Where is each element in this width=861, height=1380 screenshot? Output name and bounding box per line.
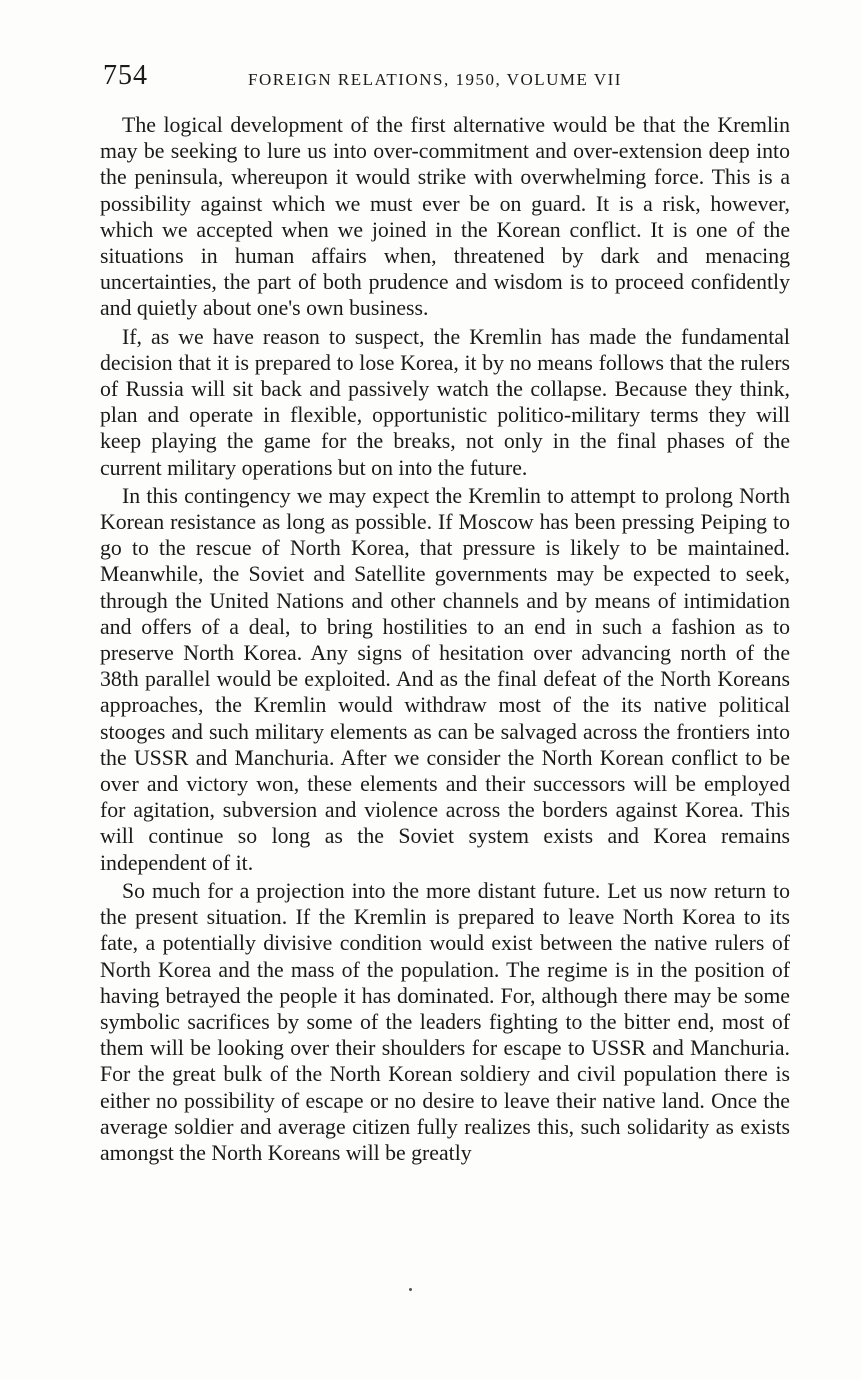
paragraph-2: If, as we have reason to suspect, the Kremlin has made the fundamental decision that it is prepared to lose Korea, it by no means follows that the rulers of Russia will sit back and passively watch the collapse. Because they think, plan and operate in flexible, opportunistic politico-military terms they will keep playing the game for the breaks, not only in the final phases of the current military operations but on into the future. — [100, 324, 790, 480]
body-text — [100, 112, 790, 1166]
paragraph-1: The logical development of the first alternative would be that the Kremlin may be seeking to lure us into over-commitment and over-extension deep into the peninsula, whereupon it would strike with overwhelming force. This is a possibility against which we must ever be on guard. It is a risk, however, which we accepted when we joined in the Korean conflict. It is one of the situations in human affairs when, threatened by dark and menacing uncertainties, the part of both prudence and wisdom is to proceed confidently and quietly about one's own business. — [100, 113, 790, 321]
paragraph-4: So much for a projection into the more distant future. Let us now return to the present situation. If the Kremlin is prepared to leave North Korea to its fate, a potentially divisive condition would exist between the native rulers of North Korea and the mass of the population. The regime is in the position of having betrayed the people it has dominated. For, although there may be some symbolic sacrifices by some of the leaders fighting to the bitter end, most of them will be looking over their shoulders for escape to USSR and Manchuria. For the great bulk of the North Korean soldiery and civil population there is either no possibility of escape or no desire to leave their native land. Once the average soldier and average citizen fully realizes this, such solidarity as exists amongst the North Koreans will be greatly — [100, 878, 790, 1165]
running-title: FOREIGN RELATIONS, 1950, VOLUME VII — [248, 70, 622, 89]
page-number: 754 — [103, 60, 148, 91]
paragraph-3: In this contingency we may expect the Kremlin to attempt to prolong North Korean resistance as long as possible. If Moscow has been pressing Peiping to go to the rescue of North Korea, that pressure is likely to be maintained. Meanwhile, the Soviet and Satellite governments may be expected to seek, through the United Nations and other channels and by means of intimidation and offers of a deal, to bring hostilities to an end in such a fashion as to preserve North Korea. Any signs of hesitation over advancing north of the 38th parallel would be exploited. And as the final defeat of the North Koreans approaches, the Kremlin would withdraw most of the its native political stooges and such military elements as can be salvaged across the frontiers into the USSR and Manchuria. After we consider the North Korean conflict to be over and victory won, these elements and their successors will be employed for agitation, subversion and violence across the borders against Korea. This will continue so long as the Soviet system exists and Korea remains independent of it. — [100, 483, 790, 875]
page-header — [103, 60, 793, 96]
scan-speck — [409, 1288, 412, 1291]
